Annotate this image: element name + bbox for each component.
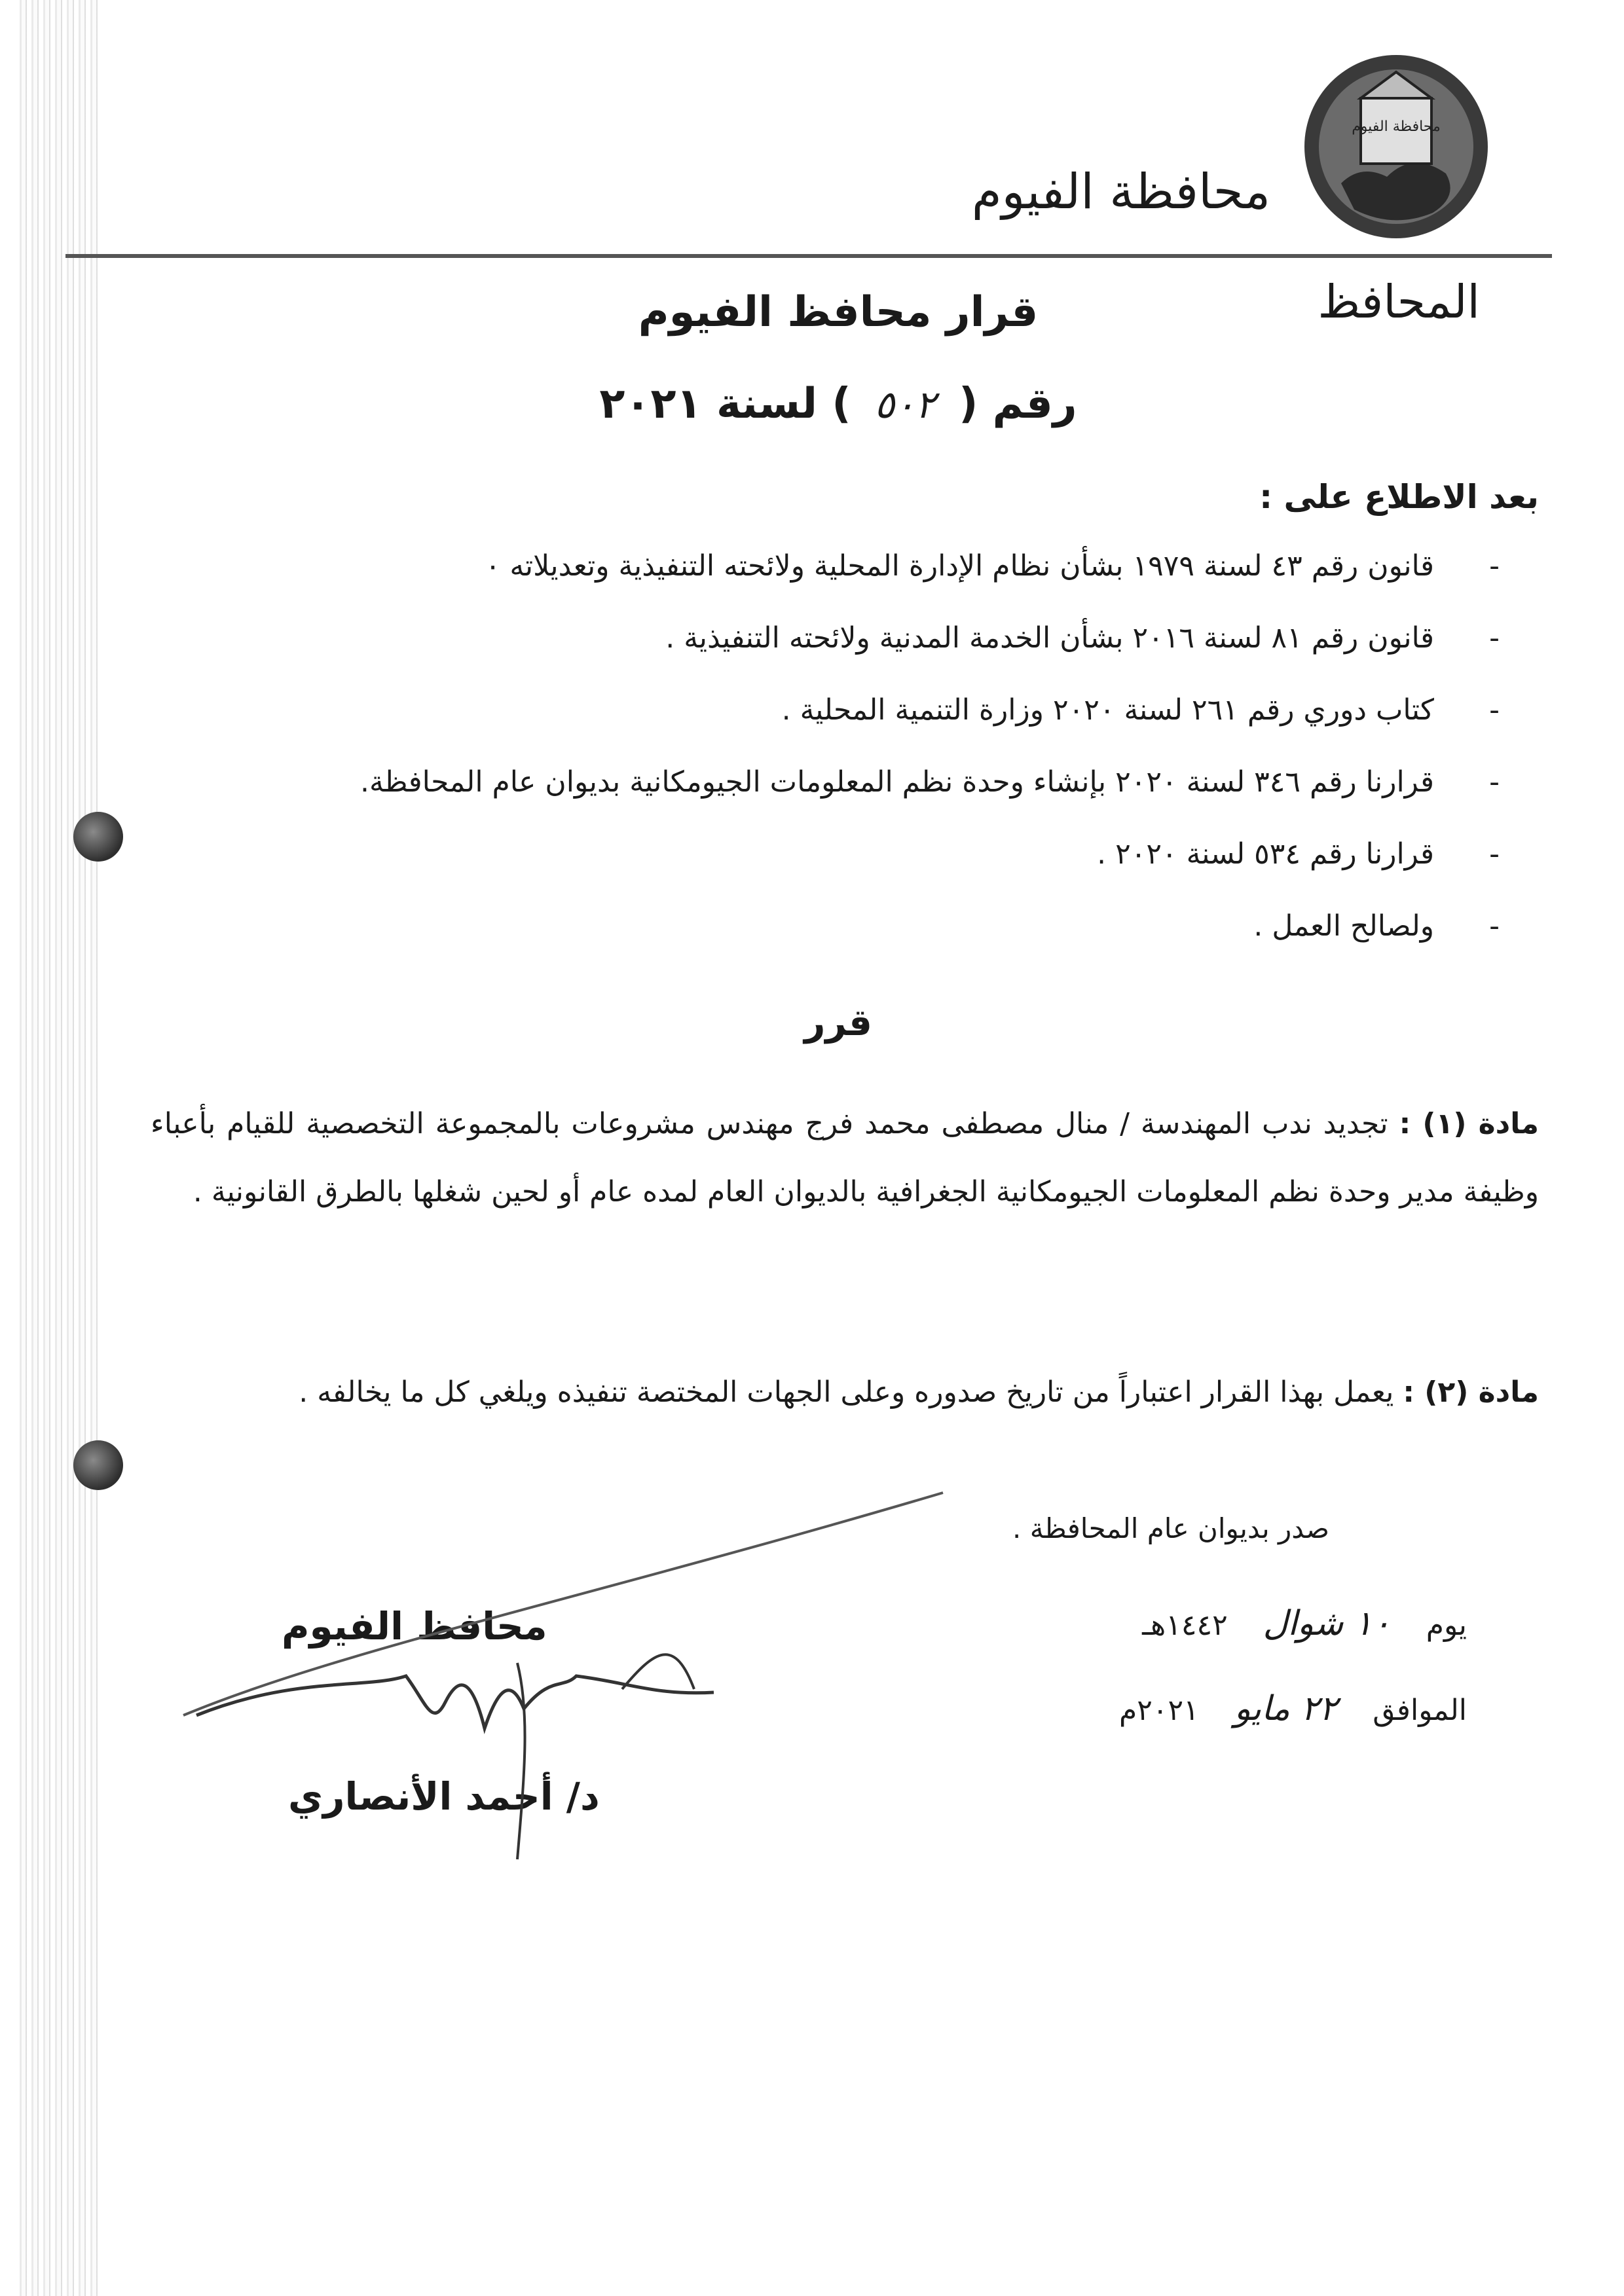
article-2: [151, 1358, 1539, 1427]
gregorian-date: [1119, 1689, 1467, 1728]
references-list: [124, 547, 1500, 979]
list-item: - ولصالح العمل .: [124, 907, 1500, 979]
issued-statement: صدر بديوان عام المحافظة .: [1012, 1512, 1329, 1544]
hijri-label: يوم: [1426, 1609, 1467, 1642]
gregorian-handwritten: ٢٢ مايو: [1234, 1689, 1338, 1728]
governorate-seal: [1302, 52, 1490, 241]
signatory-name: د/ أحمد الأنصاري: [288, 1774, 600, 1819]
list-item: - كتاب دوري رقم ٢٦١ لسنة ٢٠٢٠ وزارة التنمية المحلية .: [124, 691, 1500, 763]
hijri-handwritten: ١٠ شوال: [1263, 1604, 1391, 1643]
decision-number: [576, 380, 1100, 428]
decision-title: قرار محافظ الفيوم: [638, 288, 1039, 337]
signatory-title: محافظ الفيوم: [282, 1604, 547, 1649]
gregorian-label: الموافق: [1373, 1694, 1467, 1727]
role-label: المحافظ: [1318, 275, 1480, 329]
number-value: ٥٠٢: [874, 382, 936, 427]
punch-hole: [73, 1440, 123, 1490]
article-label: مادة (١) :: [1399, 1107, 1539, 1140]
gregorian-year: ٢٠٢١م: [1119, 1694, 1199, 1727]
number-prefix: رقم (: [959, 380, 1077, 428]
preamble-intro: بعد الاطلاع على :: [1259, 478, 1539, 516]
governorate-name: محافظة الفيوم: [971, 164, 1270, 220]
hijri-date: [1142, 1604, 1467, 1643]
list-item: - قانون رقم ٨١ لسنة ٢٠١٦ بشأن الخدمة المدنية ولائحته التنفيذية .: [124, 619, 1500, 691]
binder-margin: [20, 0, 98, 2296]
number-suffix: ) لسنة ٢٠٢١: [599, 380, 851, 428]
article-label: مادة (٢) :: [1403, 1376, 1539, 1409]
article-text: يعمل بهذا القرار اعتباراً من تاريخ صدوره وعلى الجهات المختصة تنفيذه ويلغي كل ما يخالفه .: [299, 1376, 1394, 1409]
decided-heading: قرر: [804, 1002, 872, 1044]
svg-text:محافظة الفيوم: محافظة الفيوم: [1352, 118, 1441, 135]
hijri-year: ١٤٤٢هـ: [1142, 1609, 1228, 1642]
header-divider: [65, 254, 1552, 258]
list-item: - قرارنا رقم ٣٤٦ لسنة ٢٠٢٠ بإنشاء وحدة نظم المعلومات الجيومكانية بديوان عام المحافظة.: [124, 763, 1500, 835]
list-item: - قانون رقم ٤٣ لسنة ١٩٧٩ بشأن نظام الإدارة المحلية ولائحته التنفيذية وتعديلاته ٠: [124, 547, 1500, 619]
article-text: تجديد ندب المهندسة / منال مصطفى محمد فرج مهندس مشروعات بالمجموعة التخصصية للقيام بأعباء وظيفة مدير وحدة نظم المعلومات الجيومكانية الجغرافية بالديوان العام لمده عام أو لحين شغلها بالطرق القانونية .: [151, 1107, 1539, 1209]
punch-hole: [73, 812, 123, 862]
list-item: - قرارنا رقم ٥٣٤ لسنة ٢٠٢٠ .: [124, 835, 1500, 907]
article-1: [151, 1090, 1539, 1226]
